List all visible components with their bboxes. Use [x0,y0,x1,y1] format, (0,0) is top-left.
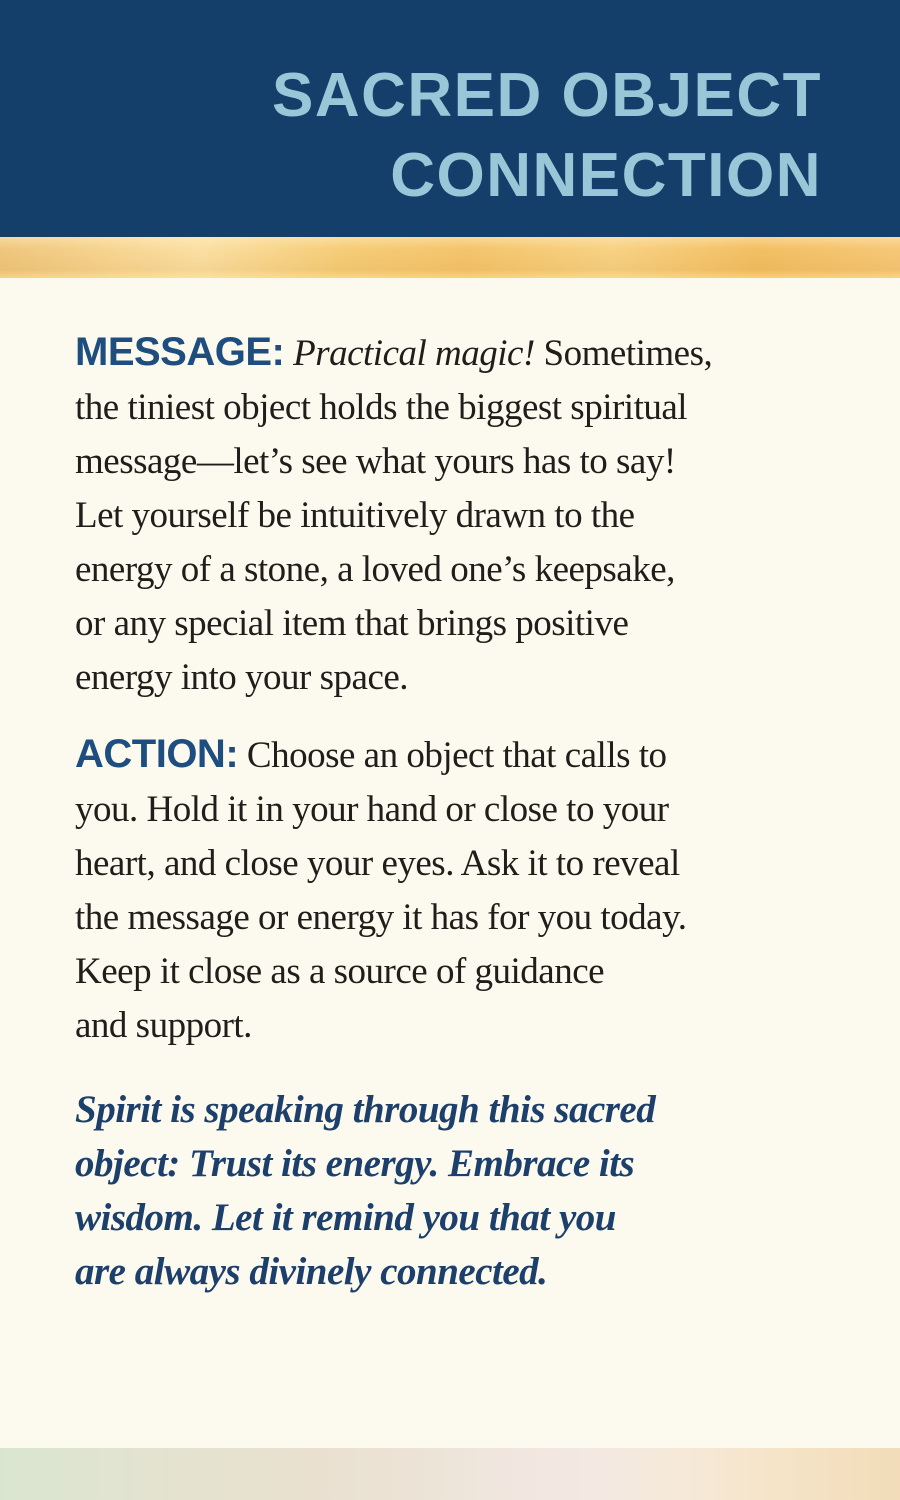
action-line: the message or energy it has for you today. [75,897,687,938]
action-label: ACTION: [75,732,239,776]
card-title-line-2: CONNECTION [390,141,822,210]
message-label: MESSAGE: [75,330,285,374]
action-line: Keep it close as a source of guidance [75,951,605,992]
footer-gradient-stripe [0,1448,900,1500]
action-line: heart, and close your eyes. Ask it to reveal [75,843,680,884]
message-line: Let yourself be intuitively drawn to the [75,495,635,536]
closing-line: wisdom. Let it remind you that you [75,1196,616,1239]
gold-divider-stripe [0,237,900,278]
action-line [75,727,840,783]
action-line-text: Choose an object that calls to [246,735,667,776]
message-line-text: Sometimes, [543,333,713,374]
message-line: energy of a stone, a loved one’s keepsake, [75,549,675,590]
message-line: the tiniest object holds the biggest spiritual [75,387,688,428]
message-line [75,325,840,381]
closing-line: Spirit is speaking through this sacred [75,1088,656,1131]
card-header [0,0,900,237]
action-line: you. Hold it in your hand or close to your [75,789,669,830]
message-line: energy into your space. [75,657,409,698]
closing-line: are always divinely connected. [75,1250,548,1293]
card-title-line-1: SACRED OBJECT [271,61,822,130]
message-line: message—let’s see what yours has to say! [75,441,676,482]
action-paragraph [75,727,840,1053]
message-line: or any special item that brings positive [75,603,629,644]
closing-affirmation-paragraph [75,1083,840,1299]
closing-line: object: Trust its energy. Embrace its [75,1142,635,1185]
message-paragraph [75,325,840,705]
action-line: and support. [75,1005,252,1046]
card-body [0,278,900,1299]
message-intro-italic: Practical magic! [293,333,535,374]
